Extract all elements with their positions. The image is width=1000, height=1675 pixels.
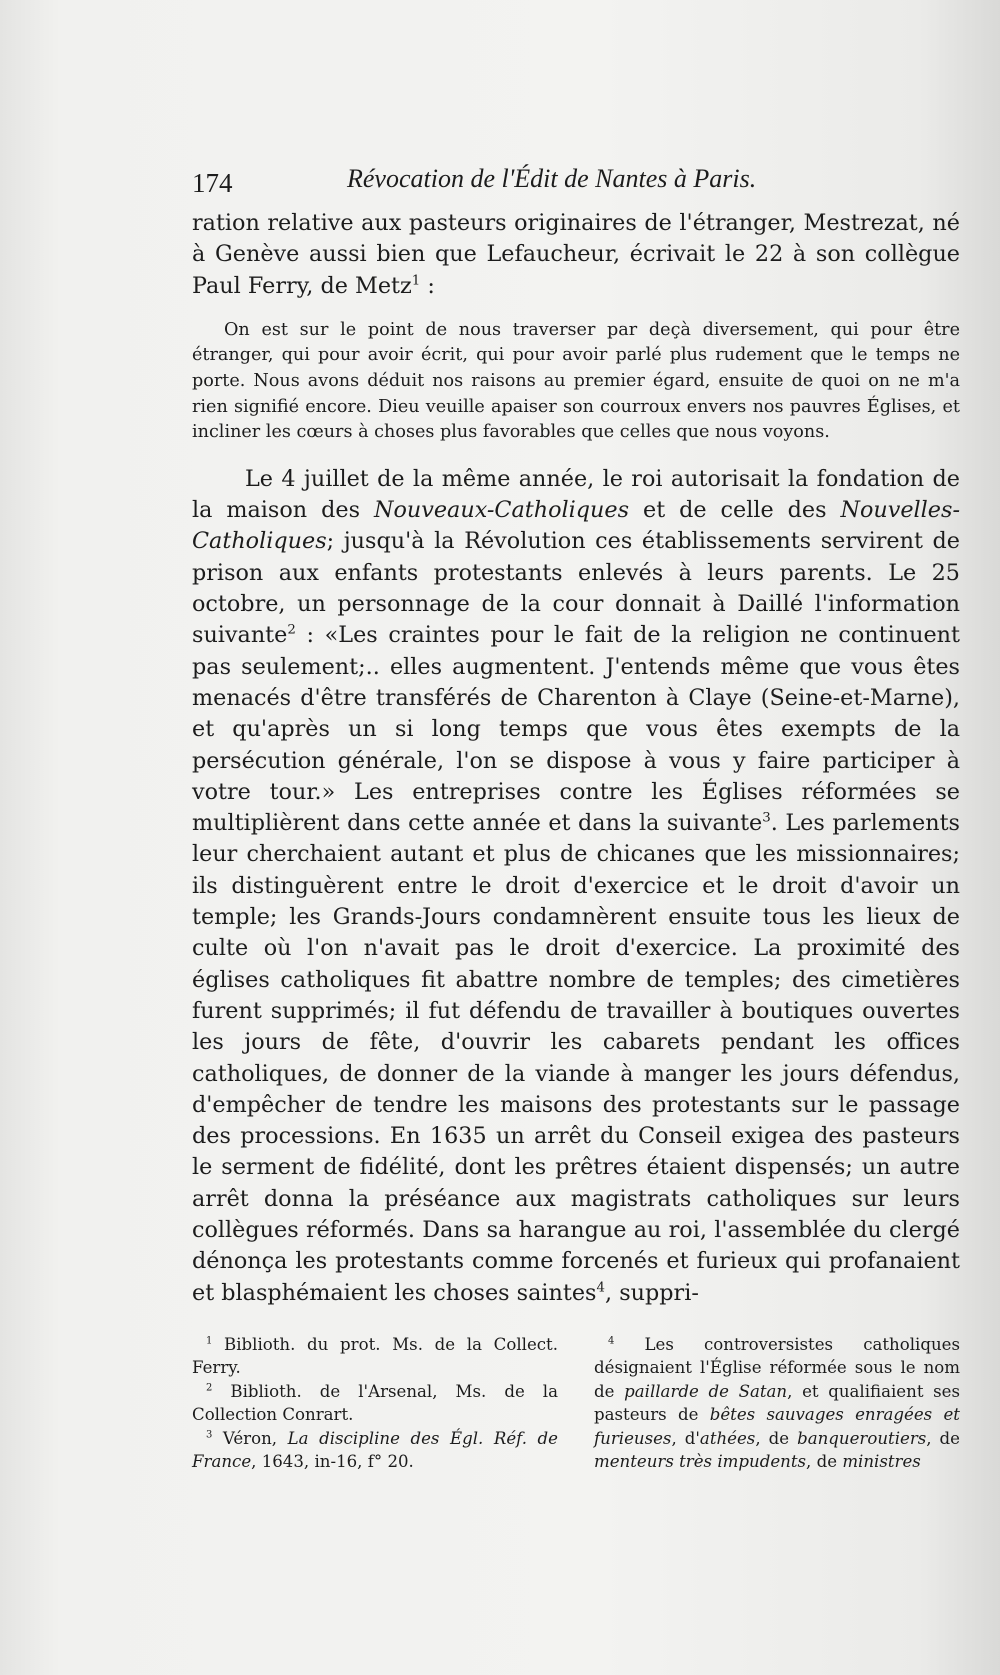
footnote-text: , de xyxy=(926,1428,960,1448)
text-run: , suppri- xyxy=(605,1279,699,1306)
text-run: . Les parlements leur cherchaient autant et plus de chicanes que les missionnaires; ils distinguèrent entre le droit d'exercice et le droit d'avoir un temple; les Grands-Jours condamnèrent ensuite tous les lieux de culte où l'on n'avait pas le droit d'exercice. La proximité des églises catholiques fit abattre nombre de temples; des cimetières furent supprimés; il fut défendu de travailler à boutiques ouvertes les jours de fête, d'ouvrir les cabarets pendant les offices catholiques, de donner de la viande à manger les jours défendus, d'empêcher de tendre les maisons des protestants sur le passage des processions. En 1635 un arrêt du Conseil exigea des pasteurs le serment de fidélité, dont les prêtres étaient dispensés; un autre arrêt donna la préséance aux magistrats catholiques sur leurs collègues réformés. Dans sa harangue au roi, l'assemblée du clergé dénonça les protestants comme forcenés et furieux qui profanaient et blasphémaient les choses saintes xyxy=(192,810,961,1306)
footnote-number: 2 xyxy=(206,1382,213,1394)
text-run: : xyxy=(420,272,435,299)
italic-term: Nouvelles-Catholiques xyxy=(192,497,960,555)
text-run: : «Les craintes pour le fait de la religion ne continuent pas seulement;.. elles augmentent. J'entends même que vous êtes menacés d'être transférés de Charenton à Claye (Seine-et-Marne), et qu'après un si long temps que vous êtes exempts de la persécution générale, l'on se dispose à vous y faire participer à votre tour.» Les entreprises contre les Églises réformées se multiplièrent dans cette année et dans la suivante xyxy=(192,622,960,837)
footnote-italic: ministres xyxy=(842,1452,921,1472)
footnotes-left-column xyxy=(192,1333,558,1474)
footnotes xyxy=(192,1333,960,1474)
footnote-2 xyxy=(192,1380,558,1427)
footnote-1 xyxy=(192,1333,558,1380)
footnote-text: , 1643, in-16, f° 20. xyxy=(251,1452,414,1472)
footnote-text: Véron, xyxy=(212,1428,288,1448)
footnote-ref-1: 1 xyxy=(411,273,421,289)
footnote-number: 4 xyxy=(608,1335,615,1347)
footnote-italic: banqueroutiers xyxy=(797,1428,927,1448)
text-run: et de celle des xyxy=(629,497,841,524)
paragraph-continuation xyxy=(192,208,960,302)
text-run: Le 4 juillet de la même année, le roi autorisait la fondation de la maison des xyxy=(192,465,960,524)
footnote-italic: athées xyxy=(699,1428,756,1448)
footnote-italic: paillarde de Satan xyxy=(624,1381,788,1401)
text-run: ration relative aux pasteurs originaires de l'étranger, Mestrezat, né à Genève aussi bien que Lefaucheur, écrivait le 22 à son collègue Paul Ferry, de Metz xyxy=(192,210,960,299)
running-title: Révocation de l'Édit de Nantes à Paris. xyxy=(347,164,757,193)
main-text xyxy=(192,208,960,1309)
footnote-3 xyxy=(192,1427,558,1474)
page-number: 174 xyxy=(192,168,233,198)
footnote-text: Les controversistes catholiques désignaient l'Église réformée sous le nom de xyxy=(594,1334,960,1401)
footnote-number: 1 xyxy=(206,1335,213,1347)
footnote-text: Biblioth. du prot. Ms. de la Collect. Ferry. xyxy=(192,1334,558,1378)
footnotes-right-column xyxy=(594,1333,960,1474)
footnote-number: 3 xyxy=(206,1429,213,1441)
footnote-italic: bêtes sauvages enragées et furieuses xyxy=(594,1405,960,1448)
footnote-ref-3: 3 xyxy=(762,810,771,826)
footnote-ref-2: 2 xyxy=(287,622,296,638)
footnote-text: , et qualifiaient ses pasteurs de xyxy=(594,1381,961,1425)
footnote-ref-4: 4 xyxy=(596,1280,606,1296)
footnote-4 xyxy=(594,1333,960,1474)
footnote-text: , d' xyxy=(671,1428,700,1448)
footnote-text: , de xyxy=(755,1428,798,1448)
footnote-italic: La discipline des Égl. Réf. de France xyxy=(192,1428,559,1472)
text-run: ; jusqu'à la Révolution ces établissements servirent de prison aux enfants protestants enlevés à leurs parents. Le 25 octobre, un personnage de la cour donnait à Daillé l'information suivante xyxy=(192,528,960,649)
footnote-italic: menteurs très impudents xyxy=(594,1452,807,1472)
page-content xyxy=(192,158,960,1474)
page-header xyxy=(192,158,960,200)
footnote-text: Biblioth. de l'Arsenal, Ms. de la Collection Conrart. xyxy=(192,1381,558,1425)
block-quote: On est sur le point de nous traverser par deçà diversement, qui pour être étranger, qui pour avoir écrit, qui pour avoir parlé plus rudement que le temps ne porte. Nous avons déduit nos raisons au premier égard, ensuite de quoi on ne m'a rien signifié encore. Dieu veuille apaiser son courroux envers nos pauvres Églises, et incliner les cœurs à choses plus favorables que celles que nous voyons. xyxy=(192,319,960,443)
italic-term: Nouveaux-Catholiques xyxy=(373,497,630,524)
footnote-text: , de xyxy=(806,1452,843,1472)
paragraph xyxy=(192,464,960,1309)
